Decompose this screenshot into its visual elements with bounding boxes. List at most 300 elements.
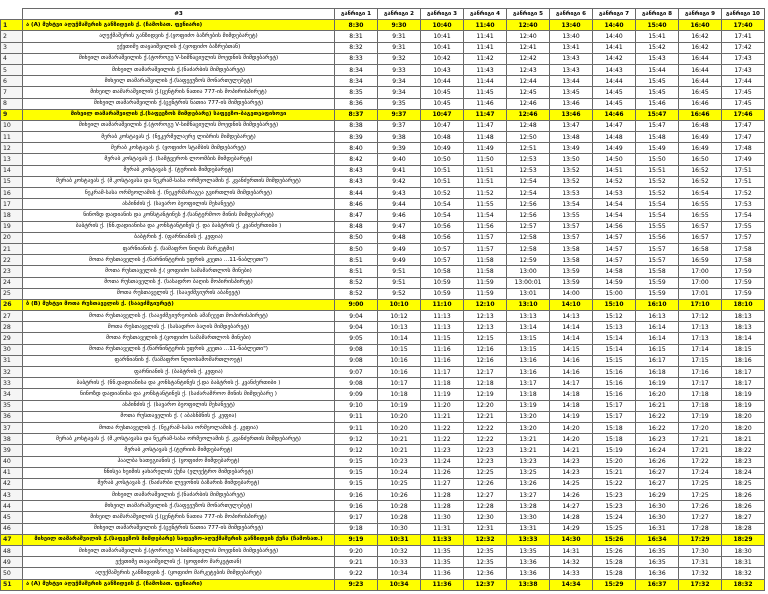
time-cell[interactable]: 10:16	[378, 367, 421, 378]
time-cell[interactable]: 17:12	[679, 311, 722, 322]
time-cell[interactable]: 14:49	[593, 143, 636, 154]
time-cell[interactable]: 12:31	[464, 523, 507, 534]
time-cell[interactable]: 14:25	[550, 478, 593, 489]
row-number-cell[interactable]: 18	[1, 210, 23, 221]
time-cell[interactable]: 9:20	[335, 546, 378, 557]
row-number-cell[interactable]: 7	[1, 87, 23, 98]
time-cell[interactable]: 10:45	[421, 98, 464, 109]
time-cell[interactable]: 8:51	[335, 255, 378, 266]
time-cell[interactable]: 9:38	[378, 132, 421, 143]
time-cell[interactable]: 17:16	[679, 367, 722, 378]
time-cell[interactable]: 17:26	[679, 501, 722, 512]
header-cell[interactable]: განრიგი 1	[335, 9, 378, 20]
time-cell[interactable]: 13:58	[550, 243, 593, 254]
time-cell[interactable]: 15:50	[636, 154, 679, 165]
time-cell[interactable]: 14:14	[550, 322, 593, 333]
time-cell[interactable]: 17:01	[679, 288, 722, 299]
time-cell[interactable]: 15:54	[636, 210, 679, 221]
row-number-cell[interactable]: 17	[1, 199, 23, 210]
time-cell[interactable]: 13:38	[507, 579, 550, 590]
time-cell[interactable]: 12:46	[507, 98, 550, 109]
time-cell[interactable]: 17:59	[722, 277, 765, 288]
header-cell[interactable]: განრიგი 9	[679, 9, 722, 20]
time-cell[interactable]: 13:53	[550, 188, 593, 199]
time-cell[interactable]: 13:01	[507, 288, 550, 299]
time-cell[interactable]: 9:31	[378, 42, 421, 53]
time-cell[interactable]: 15:17	[593, 411, 636, 422]
time-cell[interactable]: 10:59	[421, 277, 464, 288]
row-number-cell[interactable]: 21	[1, 243, 23, 254]
row-number-cell[interactable]: 50	[1, 568, 23, 579]
time-cell[interactable]: 17:58	[722, 243, 765, 254]
time-cell[interactable]: 11:19	[421, 389, 464, 400]
time-cell[interactable]: 12:10	[464, 299, 507, 310]
time-cell[interactable]: 11:17	[421, 367, 464, 378]
time-cell[interactable]: 17:47	[722, 120, 765, 131]
time-cell[interactable]: 18:23	[722, 456, 765, 467]
time-cell[interactable]: 15:25	[593, 523, 636, 534]
time-cell[interactable]: 12:53	[507, 154, 550, 165]
time-cell[interactable]: 11:26	[421, 467, 464, 478]
time-cell[interactable]: 9:40	[378, 154, 421, 165]
header-cell[interactable]: განრიგი 10	[722, 9, 765, 20]
time-cell[interactable]: 12:58	[507, 243, 550, 254]
row-number-cell[interactable]: 38	[1, 434, 23, 445]
row-number-cell[interactable]: 11	[1, 132, 23, 143]
time-cell[interactable]: 16:23	[636, 434, 679, 445]
time-cell[interactable]: 9:04	[335, 322, 378, 333]
time-cell[interactable]: 9:11	[335, 411, 378, 422]
time-cell[interactable]: 16:13	[636, 311, 679, 322]
time-cell[interactable]: 12:48	[507, 120, 550, 131]
time-cell[interactable]: 9:51	[378, 277, 421, 288]
time-cell[interactable]: 16:31	[636, 523, 679, 534]
time-cell[interactable]: 16:22	[636, 422, 679, 433]
row-number-cell[interactable]: 6	[1, 76, 23, 87]
time-cell[interactable]: 17:49	[722, 154, 765, 165]
row-number-cell[interactable]: 28	[1, 322, 23, 333]
time-cell[interactable]: 11:16	[421, 344, 464, 355]
row-number-cell[interactable]: 34	[1, 389, 23, 400]
time-cell[interactable]: 13:33	[507, 534, 550, 545]
time-cell[interactable]: 12:56	[507, 199, 550, 210]
time-cell[interactable]: 10:45	[421, 87, 464, 98]
row-number-cell[interactable]: 14	[1, 165, 23, 176]
time-cell[interactable]: 14:44	[593, 76, 636, 87]
time-cell[interactable]: 16:42	[679, 31, 722, 42]
time-cell[interactable]: 11:21	[421, 411, 464, 422]
time-cell[interactable]: 13:43	[550, 53, 593, 64]
header-cell[interactable]: განრიგი 6	[550, 9, 593, 20]
time-cell[interactable]: 15:57	[636, 255, 679, 266]
time-cell[interactable]: 14:48	[593, 132, 636, 143]
time-cell[interactable]: 17:30	[679, 546, 722, 557]
time-cell[interactable]: 10:40	[421, 20, 464, 31]
time-cell[interactable]: 15:24	[593, 512, 636, 523]
time-cell[interactable]: 16:42	[679, 42, 722, 53]
time-cell[interactable]: 12:18	[464, 378, 507, 389]
time-cell[interactable]: 15:54	[636, 199, 679, 210]
time-cell[interactable]: 8:38	[335, 120, 378, 131]
time-cell[interactable]: 12:44	[507, 76, 550, 87]
time-cell[interactable]: 12:26	[464, 478, 507, 489]
time-cell[interactable]: 11:31	[421, 523, 464, 534]
stop-name-cell[interactable]: მიხეილ თამარაშვილის ქ.(ცენტრის ნათია 777-ის მოპირისპირეტ)	[23, 87, 335, 98]
stop-name-cell[interactable]: ა (A) მუხტვი აღუჭმაშერის განზიდვის ქ. (ჩამოსათ. ფენიარი)	[23, 579, 335, 590]
time-cell[interactable]: 8:31	[335, 31, 378, 42]
time-cell[interactable]: 15:28	[593, 568, 636, 579]
time-cell[interactable]: 9:16	[335, 501, 378, 512]
time-cell[interactable]: 13:31	[507, 523, 550, 534]
time-cell[interactable]: 17:27	[679, 512, 722, 523]
time-cell[interactable]: 13:50	[550, 154, 593, 165]
time-cell[interactable]: 11:45	[464, 87, 507, 98]
time-cell[interactable]: 10:41	[421, 42, 464, 53]
time-cell[interactable]: 14:23	[550, 467, 593, 478]
row-number-cell[interactable]: 41	[1, 467, 23, 478]
time-cell[interactable]: 17:59	[722, 288, 765, 299]
time-cell[interactable]: 17:00	[679, 277, 722, 288]
time-cell[interactable]: 17:54	[722, 210, 765, 221]
time-cell[interactable]: 10:34	[378, 579, 421, 590]
time-cell[interactable]: 13:15	[507, 344, 550, 355]
time-cell[interactable]: 17:32	[679, 579, 722, 590]
time-cell[interactable]: 13:27	[507, 490, 550, 501]
time-cell[interactable]: 9:47	[378, 221, 421, 232]
time-cell[interactable]: 15:26	[593, 546, 636, 557]
time-cell[interactable]: 13:21	[507, 445, 550, 456]
time-cell[interactable]: 17:29	[679, 534, 722, 545]
row-number-cell[interactable]: 40	[1, 456, 23, 467]
time-cell[interactable]: 11:35	[421, 557, 464, 568]
time-cell[interactable]: 15:16	[593, 389, 636, 400]
time-cell[interactable]: 14:50	[593, 154, 636, 165]
time-cell[interactable]: 8:34	[335, 76, 378, 87]
time-cell[interactable]: 14:19	[550, 411, 593, 422]
time-cell[interactable]: 18:19	[722, 400, 765, 411]
time-cell[interactable]: 14:57	[593, 255, 636, 266]
stop-name-cell[interactable]: ასპინძის ქ. (სავარო ბეოფილის მეხანეეტ)	[23, 199, 335, 210]
time-cell[interactable]: 14:47	[593, 120, 636, 131]
header-cell[interactable]: განრიგი 8	[636, 9, 679, 20]
time-cell[interactable]: 9:00	[335, 299, 378, 310]
time-cell[interactable]: 10:52	[421, 188, 464, 199]
row-number-cell[interactable]: 51	[1, 579, 23, 590]
time-cell[interactable]: 11:58	[464, 255, 507, 266]
row-number-cell[interactable]: 16	[1, 188, 23, 199]
time-cell[interactable]: 14:45	[593, 87, 636, 98]
time-cell[interactable]: 17:51	[722, 176, 765, 187]
time-cell[interactable]: 15:14	[593, 344, 636, 355]
time-cell[interactable]: 9:08	[335, 355, 378, 366]
time-cell[interactable]: 17:46	[722, 109, 765, 120]
time-cell[interactable]: 11:16	[421, 355, 464, 366]
stop-name-cell[interactable]: მიხეილ თამარაშვილის ქ.(ტოროგუ V-სიმნაციულის მოედნის მიმდებარეტ)	[23, 546, 335, 557]
stop-name-cell[interactable]: მერაბ კოსტავას ქ. (ნეკერმელაერე ლიბრის მიმდებარეტ)	[23, 132, 335, 143]
time-cell[interactable]: 15:57	[636, 243, 679, 254]
time-cell[interactable]: 9:32	[378, 53, 421, 64]
time-cell[interactable]: 9:46	[378, 210, 421, 221]
time-cell[interactable]: 16:26	[636, 456, 679, 467]
time-cell[interactable]: 14:54	[593, 210, 636, 221]
time-cell[interactable]: 14:42	[593, 53, 636, 64]
time-cell[interactable]: 15:21	[593, 467, 636, 478]
time-cell[interactable]: 9:49	[378, 255, 421, 266]
row-number-cell[interactable]: 3	[1, 42, 23, 53]
time-cell[interactable]: 10:47	[421, 109, 464, 120]
row-number-cell[interactable]: 8	[1, 98, 23, 109]
time-cell[interactable]: 8:37	[335, 109, 378, 120]
time-cell[interactable]: 14:18	[550, 400, 593, 411]
time-cell[interactable]: 10:18	[378, 389, 421, 400]
time-cell[interactable]: 13:14	[507, 322, 550, 333]
time-cell[interactable]: 8:52	[335, 288, 378, 299]
time-cell[interactable]: 11:22	[421, 422, 464, 433]
time-cell[interactable]: 10:15	[378, 344, 421, 355]
time-cell[interactable]: 17:21	[679, 445, 722, 456]
stop-name-cell[interactable]: ა (A) მუხტვი აღუჭმაშერის განზიდვის ქ. (ჩამოსათ. ფენიარი)	[23, 20, 335, 31]
time-cell[interactable]: 18:19	[722, 389, 765, 400]
time-cell[interactable]: 16:22	[636, 411, 679, 422]
time-cell[interactable]: 17:21	[679, 434, 722, 445]
time-cell[interactable]: 13:54	[550, 199, 593, 210]
row-number-cell[interactable]: 15	[1, 176, 23, 187]
time-cell[interactable]: 17:25	[679, 490, 722, 501]
time-cell[interactable]: 9:48	[378, 232, 421, 243]
row-number-cell[interactable]: 44	[1, 501, 23, 512]
time-cell[interactable]: 9:22	[335, 568, 378, 579]
time-cell[interactable]: 11:24	[421, 456, 464, 467]
time-cell[interactable]: 17:18	[679, 389, 722, 400]
time-cell[interactable]: 11:40	[464, 20, 507, 31]
time-cell[interactable]: 12:45	[507, 87, 550, 98]
time-cell[interactable]: 12:28	[464, 501, 507, 512]
time-cell[interactable]: 15:48	[636, 132, 679, 143]
row-number-cell[interactable]: 30	[1, 344, 23, 355]
time-cell[interactable]: 17:45	[722, 87, 765, 98]
time-cell[interactable]: 9:31	[378, 31, 421, 42]
time-cell[interactable]: 15:16	[593, 367, 636, 378]
time-cell[interactable]: 13:46	[550, 109, 593, 120]
time-cell[interactable]: 16:57	[679, 221, 722, 232]
time-cell[interactable]: 13:10	[507, 299, 550, 310]
time-cell[interactable]: 13:57	[550, 221, 593, 232]
time-cell[interactable]: 10:28	[378, 501, 421, 512]
time-cell[interactable]: 13:52	[550, 176, 593, 187]
time-cell[interactable]: 12:54	[507, 176, 550, 187]
time-cell[interactable]: 14:27	[550, 501, 593, 512]
time-cell[interactable]: 11:48	[464, 132, 507, 143]
time-cell[interactable]: 15:58	[636, 266, 679, 277]
time-cell[interactable]: 11:55	[464, 199, 507, 210]
time-cell[interactable]: 10:20	[378, 422, 421, 433]
time-cell[interactable]: 9:41	[378, 165, 421, 176]
time-cell[interactable]: 12:41	[507, 42, 550, 53]
time-cell[interactable]: 8:34	[335, 64, 378, 75]
time-cell[interactable]: 12:46	[507, 109, 550, 120]
stop-name-cell[interactable]: ნინოზდ დადიანისა და კონსტანტინეს ქ. (საძარამროო მინის მიმდებარე )	[23, 389, 335, 400]
time-cell[interactable]: 11:59	[464, 288, 507, 299]
time-cell[interactable]: 12:27	[464, 490, 507, 501]
time-cell[interactable]: 11:54	[464, 210, 507, 221]
time-cell[interactable]: 12:35	[464, 546, 507, 557]
time-cell[interactable]: 12:22	[464, 434, 507, 445]
time-cell[interactable]: 8:50	[335, 243, 378, 254]
time-cell[interactable]: 15:59	[636, 277, 679, 288]
time-cell[interactable]: 13:40	[550, 20, 593, 31]
time-cell[interactable]: 16:15	[636, 344, 679, 355]
time-cell[interactable]: 10:17	[378, 378, 421, 389]
time-cell[interactable]: 8:40	[335, 143, 378, 154]
time-cell[interactable]: 14:46	[593, 109, 636, 120]
time-cell[interactable]: 16:29	[636, 490, 679, 501]
time-cell[interactable]: 14:32	[550, 557, 593, 568]
time-cell[interactable]: 11:44	[464, 76, 507, 87]
time-cell[interactable]: 10:54	[421, 199, 464, 210]
time-cell[interactable]: 18:24	[722, 467, 765, 478]
time-cell[interactable]: 12:25	[464, 467, 507, 478]
time-cell[interactable]: 16:27	[636, 467, 679, 478]
time-cell[interactable]: 14:43	[593, 64, 636, 75]
time-cell[interactable]: 13:15	[507, 333, 550, 344]
time-cell[interactable]: 10:51	[421, 176, 464, 187]
time-cell[interactable]: 17:22	[679, 456, 722, 467]
time-cell[interactable]: 8:30	[335, 20, 378, 31]
time-cell[interactable]: 17:45	[722, 98, 765, 109]
time-cell[interactable]: 12:13	[464, 311, 507, 322]
stop-name-cell[interactable]: მიხეილ თამარაშვილის ქ.(ნაძარბის მიმდებარეტ)	[23, 490, 335, 501]
time-cell[interactable]: 16:49	[679, 132, 722, 143]
time-cell[interactable]: 12:51	[507, 143, 550, 154]
time-cell[interactable]: 9:17	[335, 512, 378, 523]
time-cell[interactable]: 13:57	[550, 232, 593, 243]
time-cell[interactable]: 9:10	[335, 400, 378, 411]
header-cell[interactable]: განრიგი 2	[378, 9, 421, 20]
row-number-cell[interactable]: 35	[1, 400, 23, 411]
time-cell[interactable]: 13:59	[550, 266, 593, 277]
time-cell[interactable]: 9:18	[335, 523, 378, 534]
time-cell[interactable]: 10:57	[421, 243, 464, 254]
stop-name-cell[interactable]: მიხეილ თამარაშვილის ქ.(ცენტრის ნათია 777-ის მოპირისპირეტ)	[23, 512, 335, 523]
time-cell[interactable]: 14:59	[593, 277, 636, 288]
time-cell[interactable]: 16:10	[636, 299, 679, 310]
time-cell[interactable]: 18:20	[722, 411, 765, 422]
time-cell[interactable]: 10:59	[421, 288, 464, 299]
time-cell[interactable]: 10:16	[378, 355, 421, 366]
time-cell[interactable]: 13:19	[507, 400, 550, 411]
time-cell[interactable]: 13:40	[550, 31, 593, 42]
time-cell[interactable]: 17:13	[679, 333, 722, 344]
time-cell[interactable]: 17:43	[722, 64, 765, 75]
time-cell[interactable]: 13:36	[507, 557, 550, 568]
time-cell[interactable]: 9:19	[335, 534, 378, 545]
time-cell[interactable]: 8:44	[335, 188, 378, 199]
stop-name-cell[interactable]: მერაბ კოსტავას ქ. (სამტვეროს ლოომბის მიმდებარეტ)	[23, 154, 335, 165]
time-cell[interactable]: 11:33	[421, 534, 464, 545]
time-cell[interactable]: 16:50	[679, 154, 722, 165]
time-cell[interactable]: 13:44	[550, 76, 593, 87]
corner-cell[interactable]	[1, 9, 23, 20]
stop-name-cell[interactable]: მიხეილ თამარაშვილის ქ.(საფეეუზოს მონართულებეტ)	[23, 501, 335, 512]
time-cell[interactable]: 17:42	[722, 42, 765, 53]
time-cell[interactable]: 14:13	[550, 311, 593, 322]
time-cell[interactable]: 11:35	[421, 546, 464, 557]
time-cell[interactable]: 18:21	[722, 434, 765, 445]
stop-name-cell[interactable]: ექვთიმე თაყაიშვილის ქ. (ყოფიძო მარკეტთან)	[23, 557, 335, 568]
time-cell[interactable]: 9:30	[378, 20, 421, 31]
stop-name-cell[interactable]: მერაბ კოსტავას ქ. (ტურიის მიმდებარეტ)	[23, 165, 335, 176]
time-cell[interactable]: 8:39	[335, 132, 378, 143]
time-cell[interactable]: 17:48	[722, 143, 765, 154]
time-cell[interactable]: 16:14	[636, 333, 679, 344]
time-cell[interactable]: 18:29	[722, 534, 765, 545]
row-number-cell[interactable]: 26	[1, 299, 23, 310]
time-cell[interactable]: 8:43	[335, 165, 378, 176]
time-cell[interactable]: 18:25	[722, 478, 765, 489]
time-cell[interactable]: 15:16	[593, 378, 636, 389]
stop-name-cell[interactable]: მერაბ კოსტავას ქ. (ნაძარბი ლევონის ბაზარის მიმდებარეტ)	[23, 478, 335, 489]
row-number-cell[interactable]: 20	[1, 232, 23, 243]
time-cell[interactable]: 15:10	[593, 299, 636, 310]
time-cell[interactable]: 15:46	[636, 98, 679, 109]
time-cell[interactable]: 13:46	[550, 98, 593, 109]
time-cell[interactable]: 9:05	[335, 333, 378, 344]
time-cell[interactable]: 11:10	[421, 299, 464, 310]
time-cell[interactable]: 14:26	[550, 490, 593, 501]
time-cell[interactable]: 11:13	[421, 322, 464, 333]
time-cell[interactable]: 9:43	[378, 188, 421, 199]
time-cell[interactable]: 12:13	[464, 322, 507, 333]
time-cell[interactable]: 11:57	[464, 232, 507, 243]
time-cell[interactable]: 15:42	[636, 42, 679, 53]
stop-name-cell[interactable]: მიხეილ თამარაშვილის ქ.(ცენტრის ნათია 777-ის მიმდებარეტ)	[23, 523, 335, 534]
time-cell[interactable]: 16:46	[679, 98, 722, 109]
stop-name-cell[interactable]: მოთა რუსთაველის ქ. (ნეკრამ-სასა ორმეოლამის ქ. კეფია)	[23, 422, 335, 433]
time-cell[interactable]: 16:14	[636, 322, 679, 333]
time-cell[interactable]: 16:27	[636, 478, 679, 489]
row-number-cell[interactable]: 36	[1, 411, 23, 422]
time-cell[interactable]: 18:15	[722, 344, 765, 355]
time-cell[interactable]: 14:45	[593, 98, 636, 109]
time-cell[interactable]: 10:25	[378, 478, 421, 489]
time-cell[interactable]: 14:17	[550, 378, 593, 389]
time-cell[interactable]: 16:36	[636, 568, 679, 579]
time-cell[interactable]: 11:22	[421, 434, 464, 445]
row-number-cell[interactable]: 25	[1, 288, 23, 299]
time-cell[interactable]: 16:17	[636, 355, 679, 366]
time-cell[interactable]: 16:18	[636, 367, 679, 378]
time-cell[interactable]: 9:37	[378, 109, 421, 120]
time-cell[interactable]: 10:34	[378, 568, 421, 579]
time-cell[interactable]: 13:26	[507, 478, 550, 489]
time-cell[interactable]: 13:59	[550, 277, 593, 288]
time-cell[interactable]: 15:47	[636, 120, 679, 131]
time-cell[interactable]: 17:43	[722, 53, 765, 64]
time-cell[interactable]: 17:59	[722, 266, 765, 277]
time-cell[interactable]: 12:17	[464, 367, 507, 378]
time-cell[interactable]: 10:56	[421, 221, 464, 232]
time-cell[interactable]: 10:54	[421, 210, 464, 221]
time-cell[interactable]: 10:42	[421, 53, 464, 64]
time-cell[interactable]: 11:30	[421, 512, 464, 523]
stop-name-cell[interactable]: მოთა რუსთაველის ქ.(ყოფიძო სამამართლოს მინები)	[23, 333, 335, 344]
time-cell[interactable]: 16:37	[636, 579, 679, 590]
time-cell[interactable]: 13:13	[507, 311, 550, 322]
time-cell[interactable]: 11:56	[464, 221, 507, 232]
time-cell[interactable]: 16:24	[636, 445, 679, 456]
time-cell[interactable]: 8:47	[335, 210, 378, 221]
time-cell[interactable]: 16:35	[636, 557, 679, 568]
